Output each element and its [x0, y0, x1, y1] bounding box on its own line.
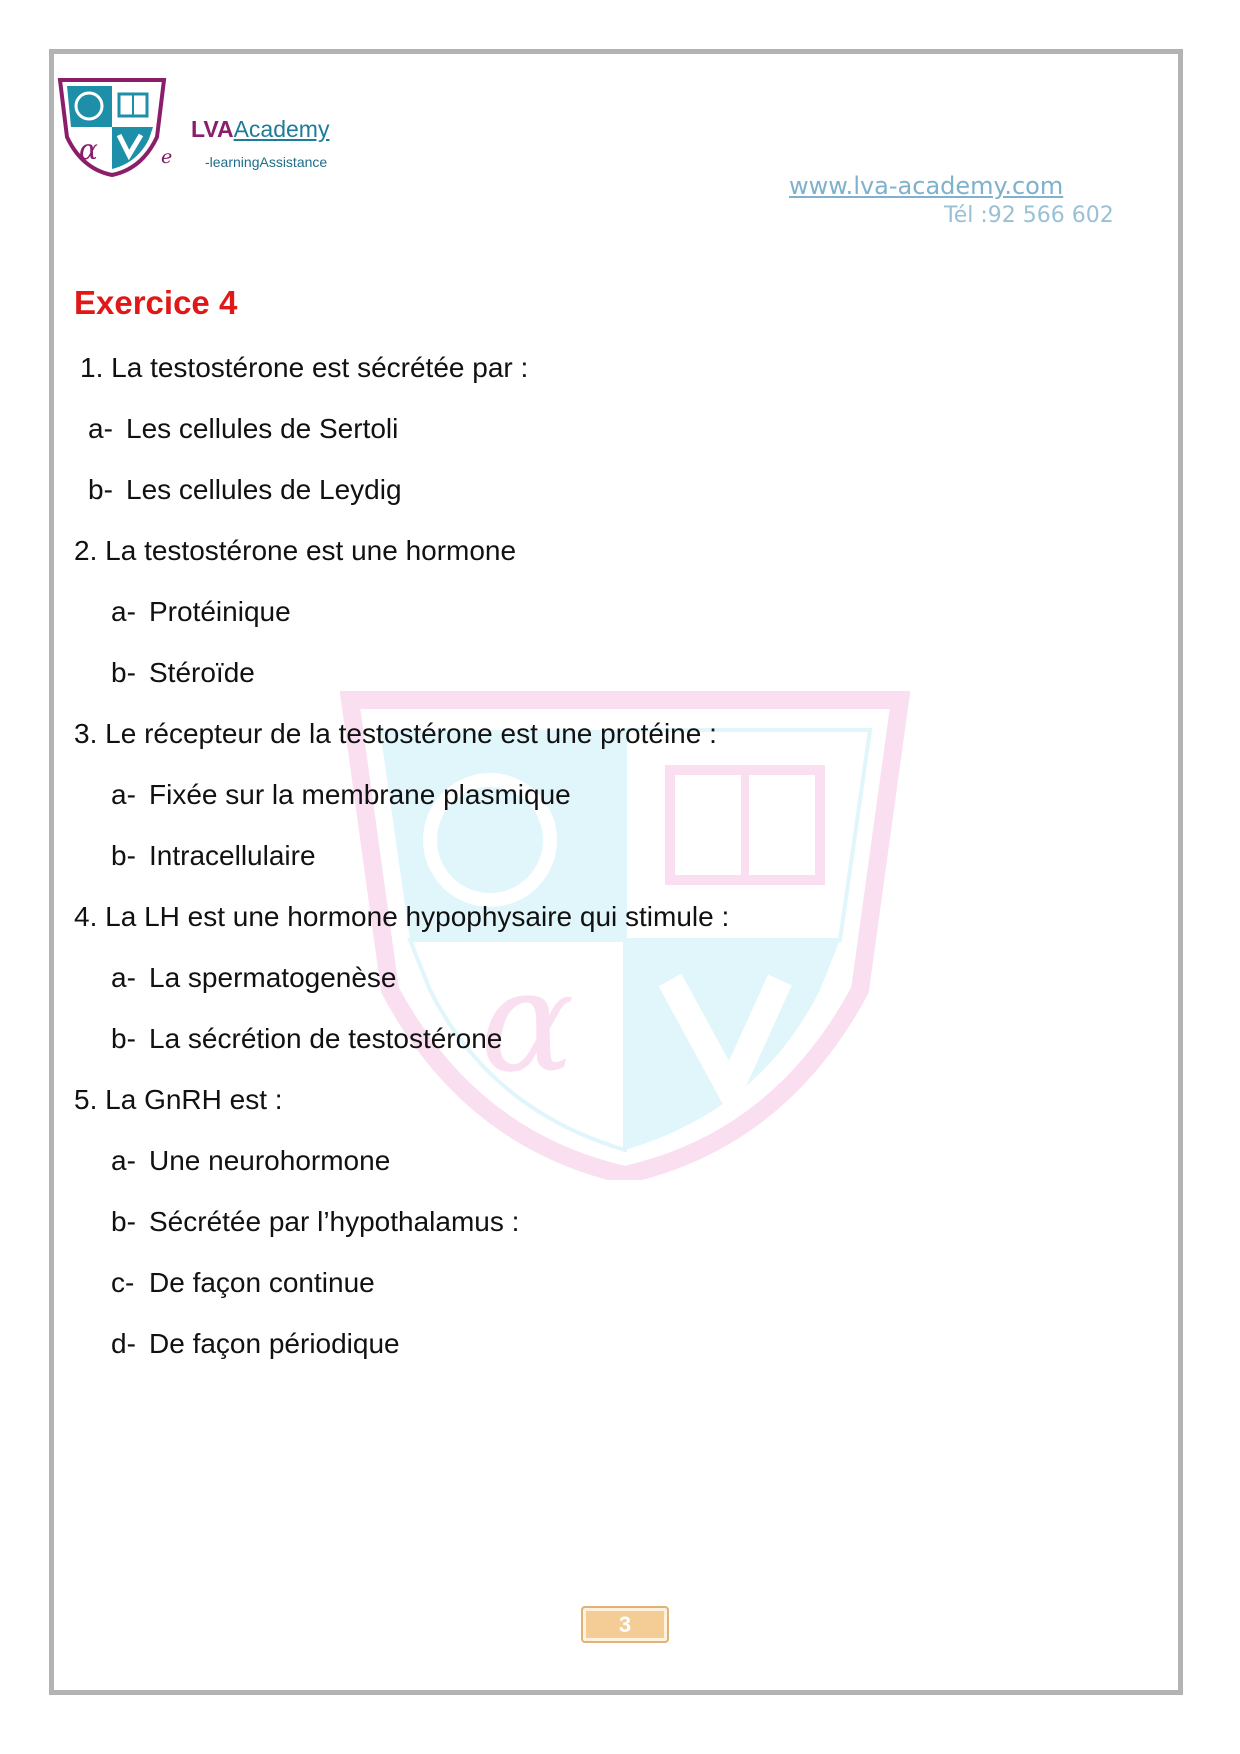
option-text: Intracellulaire: [149, 840, 316, 871]
option-letter: b-: [88, 474, 113, 505]
option-letter: b-: [111, 1023, 136, 1054]
option-text: Les cellules de Sertoli: [126, 413, 399, 444]
question-1: [80, 352, 528, 384]
option-4b: [111, 1023, 502, 1055]
option-1a: [88, 413, 398, 445]
page-number-badge: 3: [581, 1606, 669, 1643]
option-3a: [111, 779, 571, 811]
website-link[interactable]: www.lva-academy.com: [789, 172, 1064, 200]
option-text: Une neurohormone: [149, 1145, 391, 1176]
question-number: 5.: [74, 1084, 98, 1115]
option-5c: [111, 1267, 375, 1299]
option-text: Protéinique: [149, 596, 291, 627]
option-text: Stéroïde: [149, 657, 255, 688]
question-text: La GnRH est :: [105, 1084, 283, 1115]
option-letter: b-: [111, 840, 136, 871]
option-letter: b-: [111, 1206, 136, 1237]
option-letter: a-: [111, 596, 136, 627]
option-text: Fixée sur la membrane plasmique: [149, 779, 571, 810]
svg-text:α: α: [79, 133, 98, 166]
brand-e-letter: e: [161, 146, 173, 168]
option-letter: a-: [88, 413, 113, 444]
question-number: 2.: [74, 535, 98, 566]
option-1b: [88, 474, 402, 506]
option-text: La spermatogenèse: [149, 962, 397, 993]
option-5d: [111, 1328, 400, 1360]
question-5: [74, 1084, 283, 1116]
option-letter: d-: [111, 1328, 136, 1359]
option-letter: a-: [111, 779, 136, 810]
brand-academy: Academy: [233, 116, 330, 142]
option-letter: a-: [111, 1145, 136, 1176]
question-text: La testostérone est une hormone: [105, 535, 517, 566]
option-2b: [111, 657, 255, 689]
question-3: [74, 718, 717, 750]
option-5a: [111, 1145, 390, 1177]
question-number: 1.: [80, 352, 104, 383]
option-3b: [111, 840, 316, 872]
watermark-shield-logo: [340, 690, 910, 1180]
option-5b: [111, 1206, 519, 1238]
option-2a: [111, 596, 291, 628]
option-4a: [111, 962, 397, 994]
lva-shield-logo: [57, 77, 167, 177]
option-letter: c-: [111, 1267, 135, 1298]
option-letter: a-: [111, 962, 136, 993]
option-letter: b-: [111, 657, 136, 688]
option-text: Les cellules de Leydig: [126, 474, 402, 505]
exercise-title: Exercice 4: [74, 284, 238, 321]
question-text: La LH est une hormone hypophysaire qui stimule :: [105, 901, 730, 932]
option-text: De façon périodique: [149, 1328, 400, 1359]
question-text: Le récepteur de la testostérone est une protéine :: [105, 718, 717, 749]
brand-lva: LVA: [191, 116, 234, 142]
option-text: De façon continue: [149, 1267, 375, 1298]
question-text: La testostérone est sécrétée par :: [111, 352, 529, 383]
question-4: [74, 901, 729, 933]
option-text: Sécrétée par l’hypothalamus :: [149, 1206, 520, 1237]
question-number: 4.: [74, 901, 98, 932]
option-text: La sécrétion de testostérone: [149, 1023, 503, 1054]
question-2: [74, 535, 516, 567]
brand-name: [191, 118, 329, 141]
svg-text:α: α: [480, 941, 575, 1104]
brand-tagline: -learningAssistance: [205, 154, 328, 170]
phone-number: Tél :92 566 602: [944, 203, 1114, 228]
question-number: 3.: [74, 718, 98, 749]
